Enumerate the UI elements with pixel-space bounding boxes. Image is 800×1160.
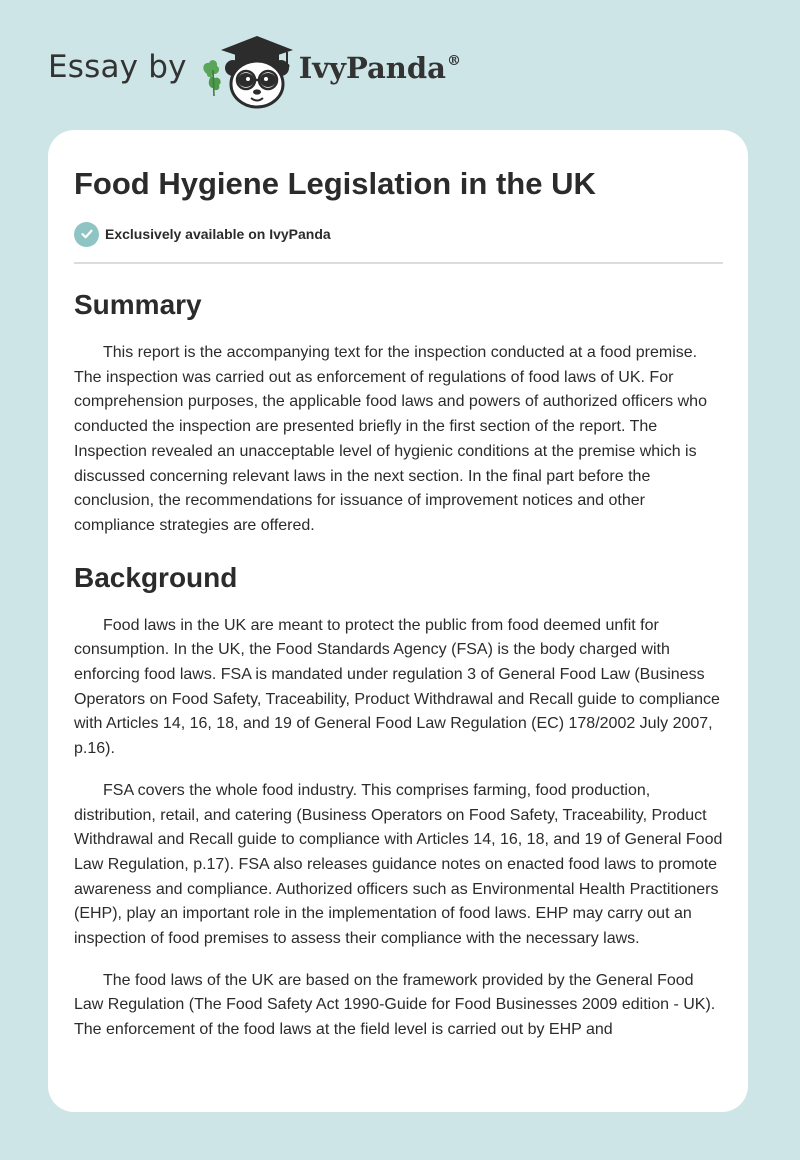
background-paragraph: Food laws in the UK are meant to protect the public from food deemed unfit for consumption. In the UK, the Food Standards Agency (FSA) is the body charged with enforcing food laws. FSA is mandated under regulation 3 of General Food Law (Business Operators on Food Safety, Traceability, Product Withdrawal and Recall guide to compliance with Articles 14, 16, 18, and 19 of General Food Law Regulation (EC) 178/2002 July 2007, p.16). <box>74 616 720 758</box>
background-paragraph: FSA covers the whole food industry. This comprises farming, food production, distribution, retail, and catering (Business Operators on Food Safety, Traceability, Product Withdrawal and Recall guide to compliance with Articles 14, 16, 18, and 19 of General Food Law Regulation, p.17). FSA also releases guidance notes on enacted food laws to promote awareness and compliance. Authorized officers such as Environmental Health Practitioners (EHP), play an important role in the implementation of food laws. EHP may carry out an inspection of food premises to assess their compliance with the necessary laws. <box>74 781 723 948</box>
check-circle-icon <box>74 222 99 247</box>
registered-mark: ® <box>446 53 461 69</box>
panda-graduate-logo-icon[interactable] <box>199 30 295 110</box>
essay-by-label: Essay by <box>48 49 187 85</box>
brand-text: IvyPanda <box>298 51 446 85</box>
section-heading-background: Background <box>74 561 238 593</box>
site-header <box>48 30 461 110</box>
exclusive-badge <box>74 221 722 247</box>
title-divider <box>74 262 723 264</box>
exclusive-label: Exclusively available on IvyPanda <box>105 226 331 242</box>
essay-card <box>48 130 748 1112</box>
brand-name[interactable] <box>299 51 461 85</box>
background-paragraph: The food laws of the UK are based on the framework provided by the General Food Law Regulation (The Food Safety Act 1990-Guide for Food Businesses 2009 edition - UK). The enforcement of the food laws at the field level is carried out by EHP and <box>74 971 716 1039</box>
summary-paragraph: This report is the accompanying text for the inspection conducted at a food premise. The inspection was carried out as enforcement of regulations of food laws of UK. For comprehension purposes, the applicable food laws and powers of authorized officers who conducted the inspection are presented briefly in the first section of the report. The Inspection revealed an unacceptable level of hygienic conditions at the premise which is discussed concerning relevant laws in the next section. In the final part before the conclusion, the recommendations for issuance of improvement notices and other compliance strategies are offered. <box>74 344 707 534</box>
page-title: Food Hygiene Legislation in the UK <box>74 166 596 201</box>
section-heading-summary: Summary <box>74 289 202 320</box>
